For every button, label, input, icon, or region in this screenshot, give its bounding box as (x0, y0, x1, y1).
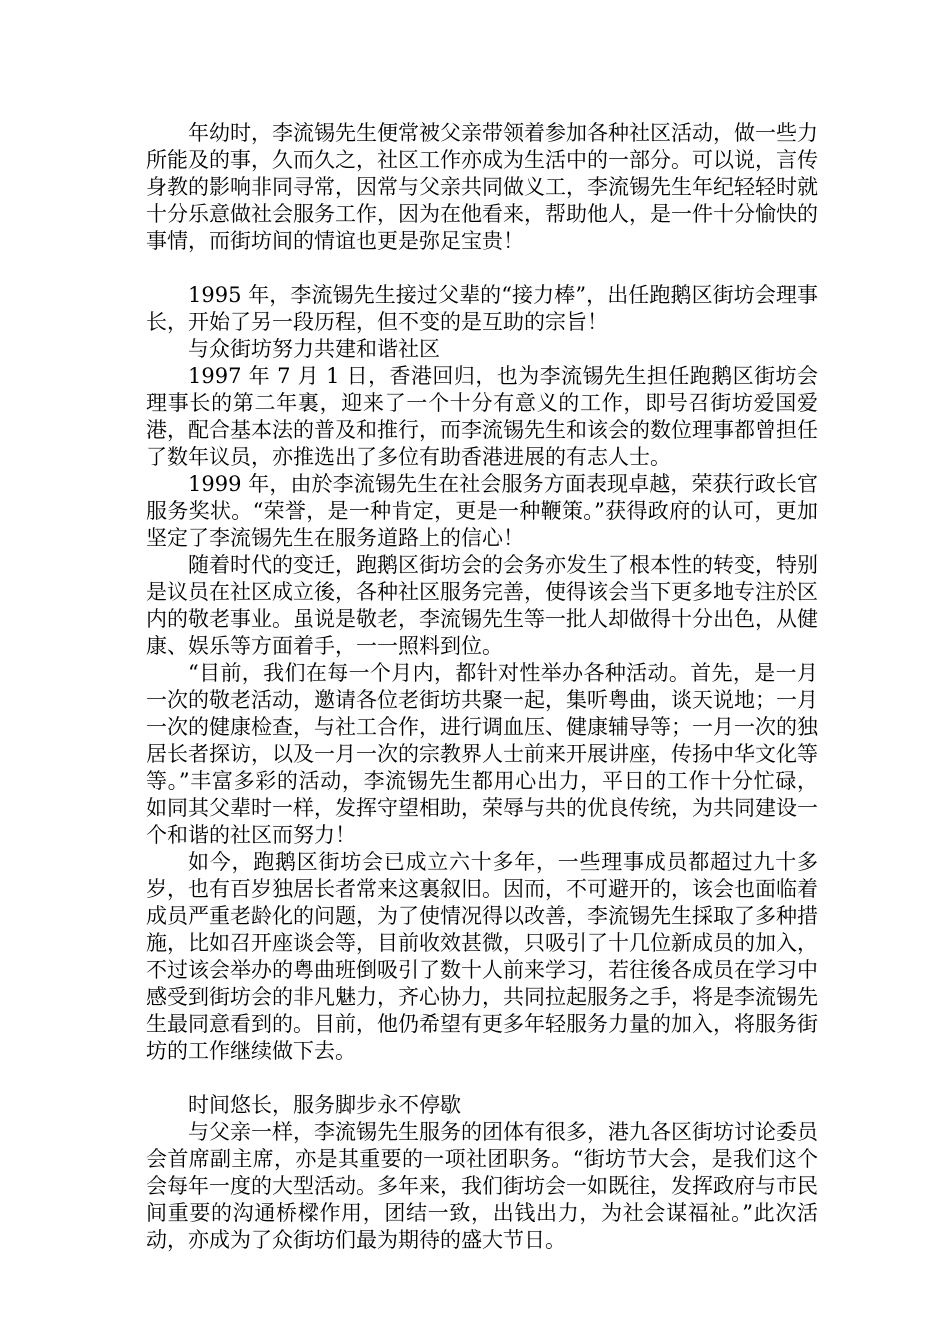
section-heading-never-stop: 时间悠长，服务脚步永不停歇 (188, 1093, 461, 1117)
paragraph-1997: 1997 年 7 月 1 日，香港回归，也为李流锡先生担任跑鹅区街坊会理事长的第二年裏，迎来了一个十分有意义的工作，即号召街坊爱国爱港，配合基本法的普及和推行，而李流锡先生和该会的数位理事都曾担任了数年议员，亦推选出了多位有助香港进展的有志人士。 (146, 364, 818, 469)
paragraph-1999: 1999 年，由於李流锡先生在社会服务方面表现卓越，荣获行政长官服务奖状。“荣誉，是一种肯定，更是一种鞭策。”获得政府的认可，更加坚定了李流锡先生在服务道路上的信心！ (146, 472, 818, 550)
paragraph-organizations: 与父亲一样，李流锡先生服务的团体有很多，港九各区街坊讨论委员会首席副主席，亦是其重要的一项社团职务。“街坊节大会，是我们这个会每年一度的大型活动。多年来，我们街坊会一如既往，发挥政府与市民间重要的沟通桥樑作用，团结一致，出钱出力，为社会谋福祉。”此次活动，亦成为了众街坊们最为期待的盛大节日。 (146, 1120, 818, 1252)
paragraph-activities-quote: “目前，我们在每一个月内，都针对性举办各种活动。首先，是一月一次的敬老活动，邀请各位老街坊共聚一起，集听粤曲，谈天说地；一月一次的健康检查，与社工合作，进行调血压、健康辅导等；一月一次的独居长者探访，以及一月一次的宗教界人士前来开展讲座，传扬中华文化等等。”丰富多彩的活动，李流锡先生都用心出力，平日的工作十分忙碌，如同其父辈时一样，发挥守望相助，荣辱与共的优良传统，为共同建设一个和谐的社区而努力！ (146, 661, 818, 847)
paragraph-changes: 随着时代的变迁，跑鹅区街坊会的会务亦发生了根本性的转变，特别是议员在社区成立後，各种社区服务完善，使得该会当下更多地专注於区内的敬老事业。虽说是敬老，李流锡先生等一批人却做得十分出色，从健康、娱乐等方面着手，一一照料到位。 (146, 553, 818, 658)
paragraph-1995: 1995 年，李流锡先生接过父辈的“接力棒”，出任跑鹅区街坊会理事长，开始了另一段历程，但不变的是互助的宗旨！ (146, 283, 818, 334)
paragraph-childhood: 年幼时，李流锡先生便常被父亲带领着参加各种社区活动，做一些力所能及的事，久而久之，社区工作亦成为生活中的一部分。可以说，言传身教的影响非同寻常，因常与父亲共同做义工，李流锡先生年纪轻轻时就十分乐意做社会服务工作，因为在他看来，帮助他人，是一件十分愉快的事情，而街坊间的情谊也更是弥足宝贵！ (146, 121, 818, 253)
article-body (146, 120, 818, 1254)
paragraph-spacer (146, 1065, 818, 1092)
paragraph-aging-members: 如今，跑鹅区街坊会已成立六十多年，一些理事成员都超过九十多岁，也有百岁独居长者常来这裏叙旧。因而，不可避开的，该会也面临着成员严重老龄化的问题，为了使情况得以改善，李流锡先生採取了多种措施，比如召开座谈会等，目前收效甚微，只吸引了十几位新成员的加入，不过该会举办的粤曲班倒吸引了数十人前来学习，若往後各成员在学习中感受到街坊会的非凡魅力，齐心协力，共同拉起服务之手，将是李流锡先生最同意看到的。目前，他仍希望有更多年轻服务力量的加入，将服务街坊的工作继续做下去。 (146, 850, 818, 1063)
section-heading-harmonious-community: 与众街坊努力共建和谐社区 (188, 337, 440, 361)
paragraph-spacer (146, 255, 818, 282)
